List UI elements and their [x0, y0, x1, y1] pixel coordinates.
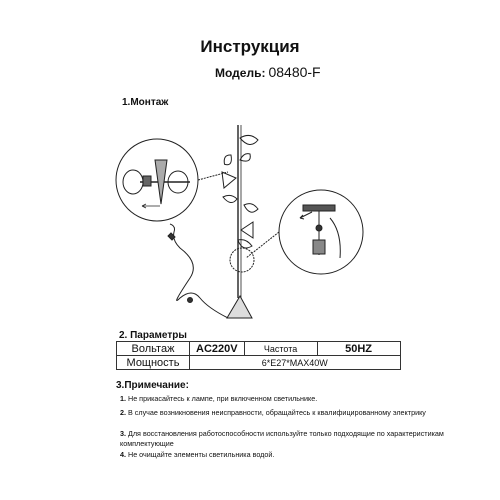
model-label: Модель: [215, 66, 266, 80]
page-title: Инструкция [200, 37, 300, 56]
frequency-value: 50HZ [317, 342, 400, 356]
note-item: 4. Не очищайте элементы светильника водой. [120, 450, 275, 459]
parameters-table [116, 341, 401, 370]
section-parameters-title: 2. Параметры [119, 330, 187, 341]
frequency-label: Частота [244, 342, 317, 356]
note-item: 3. Для восстановления работоспособности используйте только подходящие по характеристикам комплектующие [120, 429, 444, 448]
power-value: 6*E27*MAX40W [190, 356, 401, 370]
voltage-value: AC220V [190, 342, 245, 356]
model-value: 08480-F [268, 64, 321, 80]
note-item: 2. В случае возникновения неисправности, обращайтесь к квалифицированному электрику [120, 408, 426, 417]
table-row [117, 356, 401, 370]
section-installation-title: 1.Монтаж [122, 97, 169, 108]
power-label: Мощность [117, 356, 190, 370]
table-row [117, 342, 401, 356]
note-item: 1. Не прикасайтесь к лампе, при включенном светильнике. [120, 394, 318, 403]
section-notes-title: 3.Примечание: [116, 380, 189, 391]
voltage-label: Вольтаж [117, 342, 190, 356]
